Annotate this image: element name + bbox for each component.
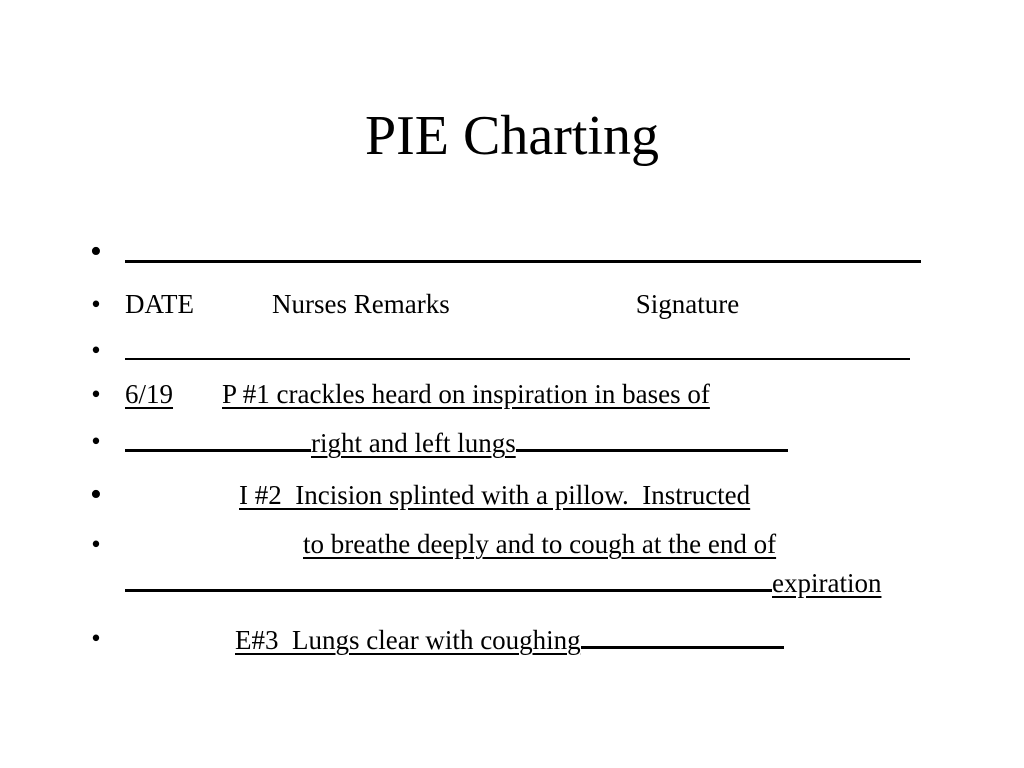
entry-breathe-line2 [125,563,881,601]
slide-title: PIE Charting [365,105,659,167]
header-signature: Signature [635,289,740,319]
bullet-icon: • [90,233,102,270]
bullet-icon: • [91,623,101,653]
header-remarks: Nurses Remarks [272,289,450,319]
header-date: DATE [125,289,194,319]
bullet-icon: • [91,335,101,365]
entry-p1-text: P #1 crackles heard on inspiration in bases of [222,379,710,409]
entry-breathe-text: to breathe deeply and to cough at the end of [303,529,777,559]
entry-e3-text: E#3 Lungs clear with coughing [235,625,581,655]
entry-i2 [125,477,750,513]
bullet-icon: • [90,476,102,513]
rule-line [125,332,910,369]
entry-lungs [125,423,788,461]
bullet-icon: • [91,529,101,559]
rule-line [125,234,921,272]
entry-e3 [125,620,784,658]
entry-i2-text: I #2 Incision splinted with a pillow. Instructed [239,480,751,510]
bullet-icon: • [91,379,101,409]
entry-breathe-line1 [125,526,776,562]
entry-lungs-text: right and left lungs [311,428,516,458]
entry-date: 6/19 [125,379,174,409]
entry-expiration-text: expiration [772,568,882,598]
bullet-icon: • [91,289,101,319]
entry-p1 [125,376,710,412]
bullet-icon: • [91,426,101,456]
header-row [125,286,739,322]
